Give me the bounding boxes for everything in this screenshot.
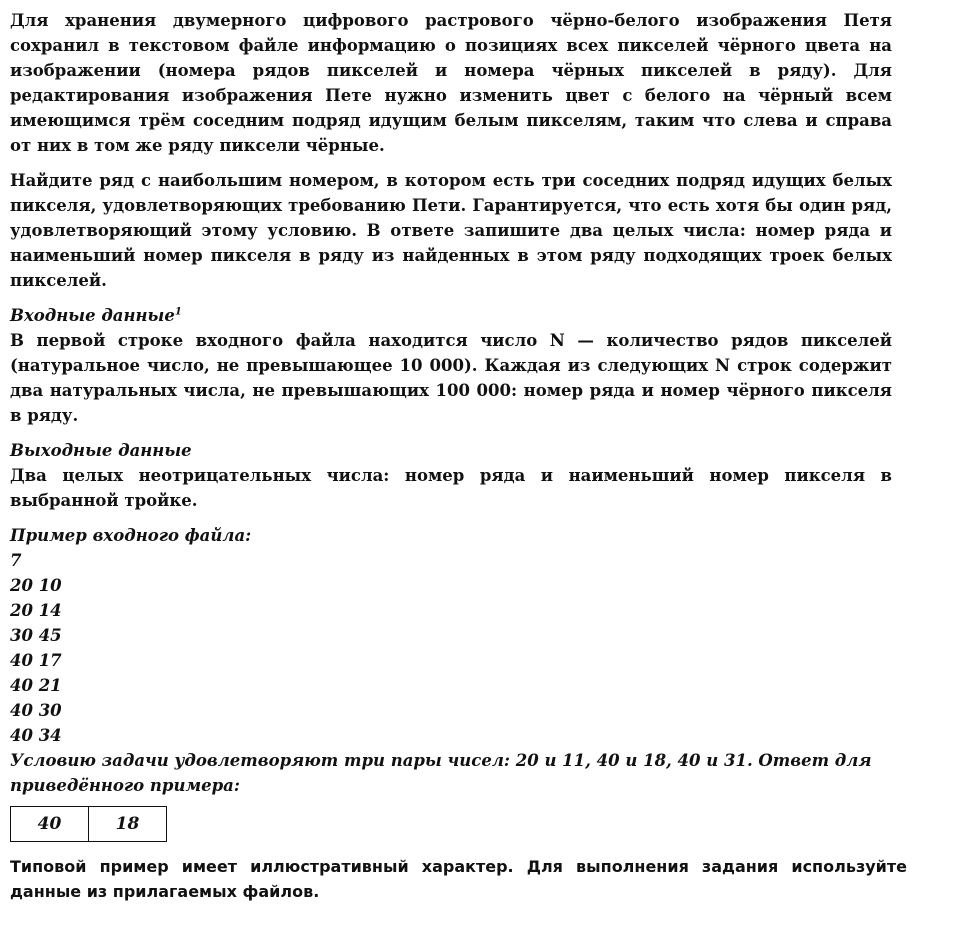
answer-note: Условию задачи удовлетворяют три пары чисел: 20 и 11, 40 и 18, 40 и 31. Ответ для приведённого примера: (10, 751, 872, 795)
answer-row (11, 807, 167, 842)
sample-line: 40 34 (10, 726, 62, 745)
footer-note: Типовой пример имеет иллюстративный характер. Для выполнения задания используйте данные из прилагаемых файлов. (10, 857, 907, 901)
answer-pixel-number: 18 (89, 807, 167, 842)
input-description: В первой строке входного файла находится число N — количество рядов пикселей (натуральное число, не превышающее 10 000). Каждая из следующих N строк содержит два натуральных числа, не превышающих 100 000: номер ряда и номер чёрного пикселя в ряду. (10, 331, 892, 425)
answer-row-number: 40 (11, 807, 89, 842)
sample-line: 20 10 (10, 576, 62, 595)
input-heading (10, 303, 892, 328)
intro-paragraph-2: Найдите ряд с наибольшим номером, в котором есть три соседних подряд идущих белых пикселя, удовлетворяющих требованию Пети. Гарантируется, что есть хотя бы один ряд, удовлетворяющий этому условию. В ответе запишите два целых числа: номер ряда и наименьший номер пикселя в ряду из найденных в этом ряду подходящих троек белых пикселей. (10, 171, 892, 290)
footnote-mark: 1 (174, 306, 182, 318)
output-heading: Выходные данные (10, 441, 192, 460)
sample-line: 40 30 (10, 701, 62, 720)
input-heading-text: Входные данные (10, 306, 175, 325)
output-description: Два целых неотрицательных числа: номер ряда и наименьший номер пикселя в выбранной тройке. (10, 466, 892, 510)
sample-title: Пример входного файла: (10, 526, 252, 545)
sample-input-lines (10, 548, 892, 748)
answer-table (10, 806, 167, 842)
document-page (10, 8, 907, 904)
sample-line: 40 17 (10, 651, 62, 670)
sample-line: 40 21 (10, 676, 62, 695)
intro-paragraph-1: Для хранения двумерного цифрового растрового чёрно-белого изображения Петя сохранил в текстовом файле информацию о позициях всех пикселей чёрного цвета на изображении (номера рядов пикселей и номера чёрных пикселей в ряду). Для редактирования изображения Пете нужно изменить цвет с белого на чёрный всем имеющимся трём соседним подряд идущим белым пикселям, таким что слева и справа от них в том же ряду пиксели чёрные. (10, 11, 892, 155)
sample-line: 7 (10, 551, 22, 570)
sample-line: 20 14 (10, 601, 62, 620)
sample-line: 30 45 (10, 626, 62, 645)
